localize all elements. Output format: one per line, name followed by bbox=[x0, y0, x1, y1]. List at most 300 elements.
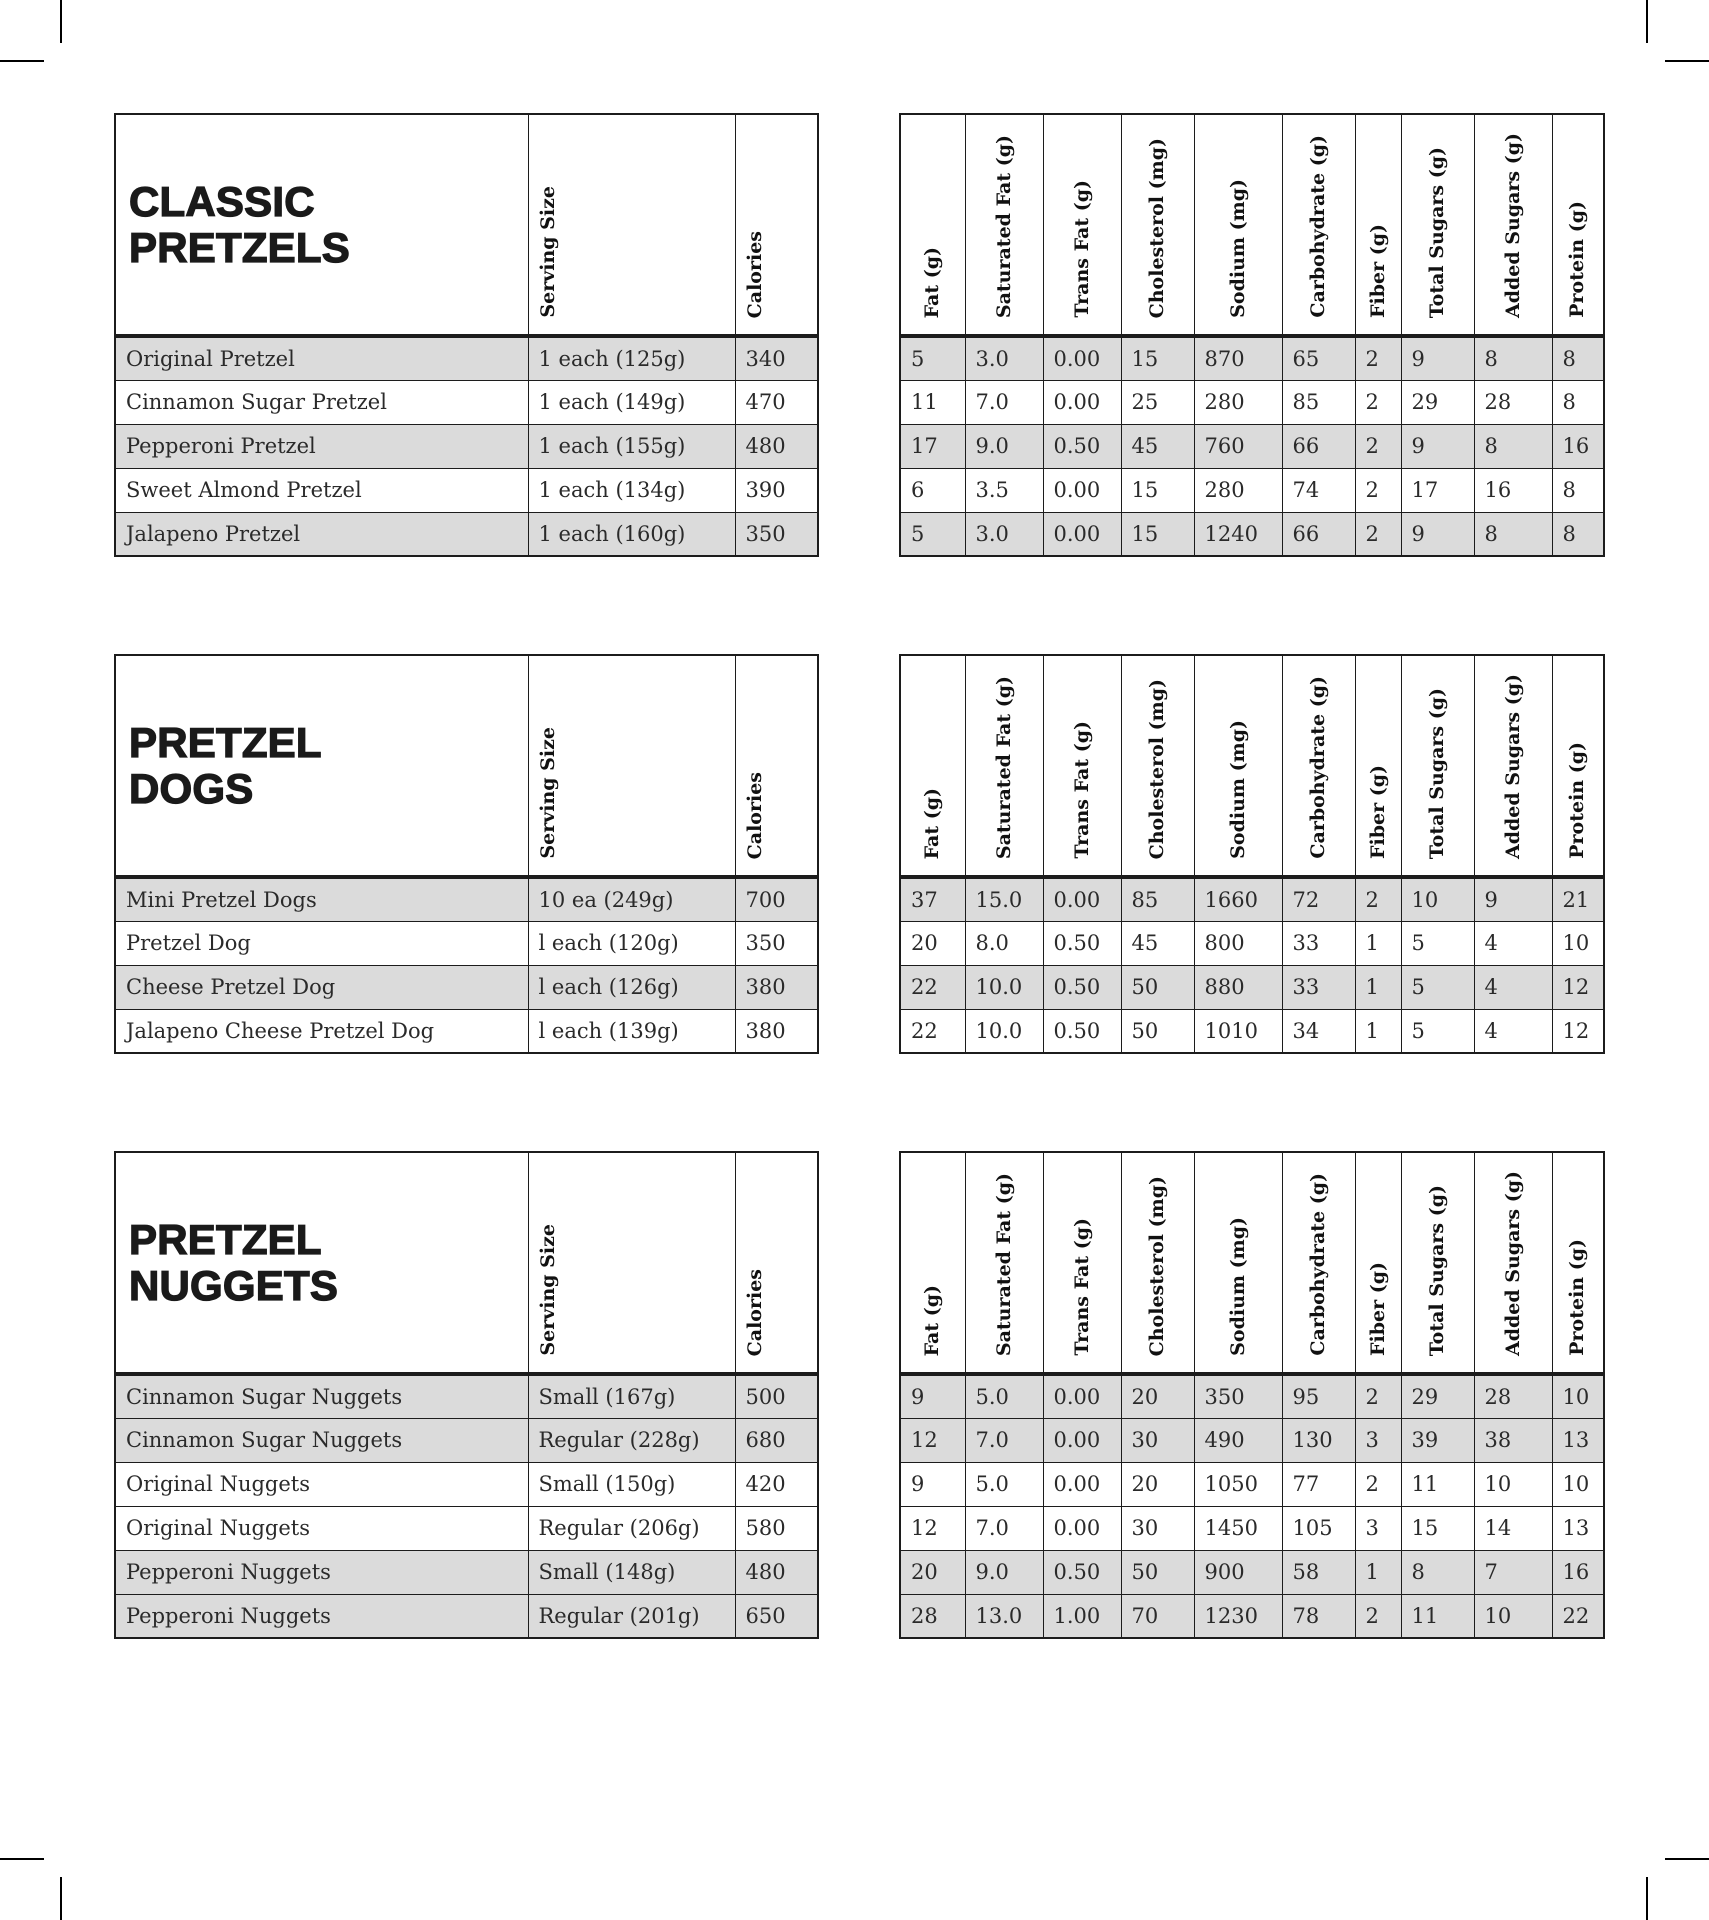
column-header: Fiber (g) bbox=[1366, 765, 1389, 859]
nutrition-value-cell: 9.0 bbox=[965, 424, 1043, 468]
column-header: Fiber (g) bbox=[1366, 224, 1389, 318]
header-row bbox=[115, 1152, 818, 1374]
nutrition-value-cell: 0.00 bbox=[1043, 512, 1121, 556]
column-header: Total Sugars (g) bbox=[1426, 146, 1448, 318]
nutrition-value-cell: 50 bbox=[1121, 1550, 1194, 1594]
nutrition-value-cell: 2 bbox=[1355, 1594, 1401, 1638]
nutrition-value-cell: 37 bbox=[900, 877, 965, 921]
nutrition-value-cell: 1 bbox=[1355, 1009, 1401, 1053]
column-header: Total Sugars (g) bbox=[1426, 1184, 1448, 1356]
table-row bbox=[115, 512, 818, 556]
nutrition-table-classic-pretzels bbox=[899, 113, 1605, 557]
item-name-cell: Jalapeno Cheese Pretzel Dog bbox=[115, 1009, 528, 1053]
nutrition-value-cell: 29 bbox=[1401, 380, 1474, 424]
calories-cell: 350 bbox=[735, 921, 818, 965]
column-header: Trans Fat (g) bbox=[1070, 721, 1093, 859]
nutrition-value-cell: 9 bbox=[1474, 877, 1552, 921]
column-header-cell bbox=[735, 1152, 818, 1374]
column-header: Fat (g) bbox=[921, 1284, 944, 1356]
table-row bbox=[115, 380, 818, 424]
nutrition-value-cell: 1 bbox=[1355, 965, 1401, 1009]
column-header-cell bbox=[1043, 1152, 1121, 1374]
nutrition-value-cell: 6 bbox=[900, 468, 965, 512]
item-name-cell: Pepperoni Pretzel bbox=[115, 424, 528, 468]
nutrition-value-cell: 5 bbox=[1401, 921, 1474, 965]
nutrition-value-cell: 4 bbox=[1474, 921, 1552, 965]
table-row bbox=[115, 877, 818, 921]
nutrition-value-cell: 7.0 bbox=[965, 380, 1043, 424]
item-name-cell: Mini Pretzel Dogs bbox=[115, 877, 528, 921]
calories-cell: 350 bbox=[735, 512, 818, 556]
crop-mark bbox=[60, 0, 62, 43]
nutrition-value-cell: 8 bbox=[1401, 1550, 1474, 1594]
column-header-cell bbox=[1282, 1152, 1355, 1374]
section-pretzel-nuggets bbox=[114, 1151, 1605, 1639]
column-header-cell bbox=[1043, 114, 1121, 336]
nutrition-value-cell: 33 bbox=[1282, 965, 1355, 1009]
nutrition-value-cell: 34 bbox=[1282, 1009, 1355, 1053]
column-header-cell bbox=[1401, 1152, 1474, 1374]
items-table-classic-pretzels bbox=[114, 113, 819, 557]
nutrition-value-cell: 1240 bbox=[1194, 512, 1282, 556]
nutrition-value-cell: 28 bbox=[1474, 1374, 1552, 1418]
items-table-pretzel-dogs bbox=[114, 654, 819, 1054]
item-name-cell: Cinnamon Sugar Nuggets bbox=[115, 1418, 528, 1462]
serving-size-cell: l each (139g) bbox=[528, 1009, 735, 1053]
column-header: Fat (g) bbox=[921, 787, 944, 859]
nutrition-value-cell: 1450 bbox=[1194, 1506, 1282, 1550]
serving-size-cell: Regular (201g) bbox=[528, 1594, 735, 1638]
nutrition-value-cell: 39 bbox=[1401, 1418, 1474, 1462]
table-row bbox=[115, 1462, 818, 1506]
nutrition-value-cell: 2 bbox=[1355, 877, 1401, 921]
nutrition-value-cell: 74 bbox=[1282, 468, 1355, 512]
nutrition-value-cell: 8 bbox=[1474, 424, 1552, 468]
column-header-cell bbox=[965, 655, 1043, 877]
column-header: Added Sugars (g) bbox=[1501, 132, 1524, 318]
table-row bbox=[900, 1550, 1604, 1594]
nutrition-value-cell: 0.50 bbox=[1043, 1009, 1121, 1053]
nutrition-value-cell: 10 bbox=[1552, 921, 1604, 965]
column-header-cell bbox=[1474, 1152, 1552, 1374]
calories-cell: 480 bbox=[735, 1550, 818, 1594]
nutrition-value-cell: 20 bbox=[1121, 1462, 1194, 1506]
column-header: Trans Fat (g) bbox=[1070, 1218, 1093, 1356]
nutrition-value-cell: 11 bbox=[900, 380, 965, 424]
column-header-cell bbox=[1474, 114, 1552, 336]
nutrition-value-cell: 2 bbox=[1355, 468, 1401, 512]
calories-cell: 390 bbox=[735, 468, 818, 512]
nutrition-value-cell: 22 bbox=[900, 1009, 965, 1053]
nutrition-value-cell: 10.0 bbox=[965, 965, 1043, 1009]
nutrition-value-cell: 5 bbox=[1401, 965, 1474, 1009]
nutrition-value-cell: 0.50 bbox=[1043, 921, 1121, 965]
nutrition-value-cell: 72 bbox=[1282, 877, 1355, 921]
nutrition-value-cell: 20 bbox=[1121, 1374, 1194, 1418]
nutrition-value-cell: 490 bbox=[1194, 1418, 1282, 1462]
column-header: Sodium (mg) bbox=[1226, 179, 1249, 318]
serving-size-cell: 1 each (160g) bbox=[528, 512, 735, 556]
nutrition-value-cell: 3.0 bbox=[965, 512, 1043, 556]
calories-cell: 420 bbox=[735, 1462, 818, 1506]
nutrition-value-cell: 11 bbox=[1401, 1462, 1474, 1506]
table-row bbox=[900, 1418, 1604, 1462]
nutrition-value-cell: 1.00 bbox=[1043, 1594, 1121, 1638]
column-header-cell bbox=[900, 1152, 965, 1374]
crop-mark bbox=[1665, 1858, 1709, 1860]
nutrition-value-cell: 77 bbox=[1282, 1462, 1355, 1506]
serving-size-cell: l each (126g) bbox=[528, 965, 735, 1009]
serving-size-cell: Regular (228g) bbox=[528, 1418, 735, 1462]
column-header-cell bbox=[900, 114, 965, 336]
nutrition-value-cell: 0.50 bbox=[1043, 424, 1121, 468]
nutrition-value-cell: 9 bbox=[1401, 424, 1474, 468]
nutrition-value-cell: 10 bbox=[1552, 1462, 1604, 1506]
table-row bbox=[115, 1418, 818, 1462]
column-header: Protein (g) bbox=[1566, 201, 1589, 318]
item-name-cell: Pretzel Dog bbox=[115, 921, 528, 965]
nutrition-value-cell: 30 bbox=[1121, 1506, 1194, 1550]
table-row bbox=[115, 1374, 818, 1418]
column-header: Fiber (g) bbox=[1366, 1262, 1389, 1356]
nutrition-value-cell: 45 bbox=[1121, 921, 1194, 965]
column-header-cell bbox=[1194, 114, 1282, 336]
nutrition-value-cell: 50 bbox=[1121, 1009, 1194, 1053]
header-row bbox=[115, 114, 818, 336]
column-header-cell bbox=[1282, 114, 1355, 336]
nutrition-value-cell: 15 bbox=[1401, 1506, 1474, 1550]
header-row bbox=[115, 655, 818, 877]
nutrition-value-cell: 1660 bbox=[1194, 877, 1282, 921]
column-header-cell bbox=[735, 114, 818, 336]
nutrition-value-cell: 10 bbox=[1474, 1462, 1552, 1506]
column-header: Fat (g) bbox=[921, 246, 944, 318]
nutrition-value-cell: 8 bbox=[1552, 468, 1604, 512]
nutrition-value-cell: 280 bbox=[1194, 468, 1282, 512]
nutrition-value-cell: 5 bbox=[900, 336, 965, 380]
nutrition-value-cell: 760 bbox=[1194, 424, 1282, 468]
column-header-cell bbox=[1121, 114, 1194, 336]
item-name-cell: Cinnamon Sugar Nuggets bbox=[115, 1374, 528, 1418]
column-header-cell bbox=[1355, 1152, 1401, 1374]
crop-mark bbox=[1665, 60, 1709, 62]
nutrition-value-cell: 9 bbox=[900, 1462, 965, 1506]
nutrition-value-cell: 8 bbox=[1552, 380, 1604, 424]
nutrition-value-cell: 0.00 bbox=[1043, 336, 1121, 380]
nutrition-value-cell: 28 bbox=[1474, 380, 1552, 424]
column-header-cell bbox=[1282, 655, 1355, 877]
nutrition-value-cell: 5.0 bbox=[965, 1462, 1043, 1506]
table-row bbox=[900, 424, 1604, 468]
column-header: Calories bbox=[743, 230, 766, 318]
nutrition-value-cell: 16 bbox=[1552, 424, 1604, 468]
crop-mark bbox=[60, 1877, 62, 1920]
serving-size-cell: 1 each (155g) bbox=[528, 424, 735, 468]
column-header: Carbohydrate (g) bbox=[1307, 676, 1329, 859]
nutrition-value-cell: 15 bbox=[1121, 512, 1194, 556]
column-header: Carbohydrate (g) bbox=[1307, 135, 1329, 318]
nutrition-value-cell: 3.0 bbox=[965, 336, 1043, 380]
column-header: Saturated Fat (g) bbox=[992, 1172, 1015, 1356]
column-header-cell bbox=[1121, 655, 1194, 877]
column-header-cell bbox=[1355, 114, 1401, 336]
nutrition-value-cell: 33 bbox=[1282, 921, 1355, 965]
table-row bbox=[115, 965, 818, 1009]
crop-mark bbox=[1646, 1877, 1648, 1920]
calories-cell: 470 bbox=[735, 380, 818, 424]
calories-cell: 380 bbox=[735, 965, 818, 1009]
table-row bbox=[115, 1009, 818, 1053]
nutrition-value-cell: 66 bbox=[1282, 424, 1355, 468]
crop-mark bbox=[1646, 0, 1648, 43]
nutrition-value-cell: 9 bbox=[1401, 512, 1474, 556]
nutrition-value-cell: 45 bbox=[1121, 424, 1194, 468]
table-row bbox=[900, 1594, 1604, 1638]
nutrition-value-cell: 5 bbox=[1401, 1009, 1474, 1053]
table-row bbox=[900, 921, 1604, 965]
table-row bbox=[900, 1462, 1604, 1506]
calories-cell: 650 bbox=[735, 1594, 818, 1638]
crop-mark bbox=[0, 1858, 44, 1860]
nutrition-value-cell: 13 bbox=[1552, 1506, 1604, 1550]
column-header: Protein (g) bbox=[1566, 1239, 1589, 1356]
nutrition-value-cell: 10.0 bbox=[965, 1009, 1043, 1053]
column-header-cell bbox=[1552, 114, 1604, 336]
serving-size-cell: 1 each (149g) bbox=[528, 380, 735, 424]
column-header-cell bbox=[1552, 655, 1604, 877]
calories-cell: 480 bbox=[735, 424, 818, 468]
nutrition-value-cell: 95 bbox=[1282, 1374, 1355, 1418]
serving-size-cell: 10 ea (249g) bbox=[528, 877, 735, 921]
header-row bbox=[900, 655, 1604, 877]
column-header: Cholesterol (mg) bbox=[1146, 137, 1168, 318]
nutrition-value-cell: 15.0 bbox=[965, 877, 1043, 921]
nutrition-value-cell: 5.0 bbox=[965, 1374, 1043, 1418]
items-table-pretzel-nuggets bbox=[114, 1151, 819, 1639]
nutrition-value-cell: 2 bbox=[1355, 1374, 1401, 1418]
column-header: Sodium (mg) bbox=[1226, 1217, 1249, 1356]
table-row bbox=[115, 921, 818, 965]
column-header: Serving Size bbox=[536, 1224, 559, 1356]
nutrition-table-pretzel-dogs bbox=[899, 654, 1605, 1054]
nutrition-value-cell: 13.0 bbox=[965, 1594, 1043, 1638]
section-title: CLASSIC PRETZELS bbox=[129, 178, 350, 271]
nutrition-value-cell: 0.00 bbox=[1043, 380, 1121, 424]
nutrition-value-cell: 28 bbox=[900, 1594, 965, 1638]
column-header: Serving Size bbox=[536, 727, 559, 859]
column-header-cell bbox=[1043, 655, 1121, 877]
nutrition-value-cell: 800 bbox=[1194, 921, 1282, 965]
nutrition-value-cell: 10 bbox=[1552, 1374, 1604, 1418]
nutrition-value-cell: 0.50 bbox=[1043, 1550, 1121, 1594]
nutrition-value-cell: 350 bbox=[1194, 1374, 1282, 1418]
nutrition-value-cell: 22 bbox=[1552, 1594, 1604, 1638]
column-header-cell bbox=[1194, 1152, 1282, 1374]
serving-size-cell: l each (120g) bbox=[528, 921, 735, 965]
nutrition-value-cell: 70 bbox=[1121, 1594, 1194, 1638]
serving-size-cell: Small (150g) bbox=[528, 1462, 735, 1506]
item-name-cell: Cheese Pretzel Dog bbox=[115, 965, 528, 1009]
nutrition-value-cell: 10 bbox=[1401, 877, 1474, 921]
nutrition-value-cell: 12 bbox=[1552, 1009, 1604, 1053]
table-row bbox=[900, 1009, 1604, 1053]
serving-size-cell: 1 each (134g) bbox=[528, 468, 735, 512]
header-row bbox=[900, 114, 1604, 336]
calories-cell: 580 bbox=[735, 1506, 818, 1550]
serving-size-cell: Regular (206g) bbox=[528, 1506, 735, 1550]
nutrition-value-cell: 0.00 bbox=[1043, 1374, 1121, 1418]
nutrition-value-cell: 58 bbox=[1282, 1550, 1355, 1594]
section-title-cell bbox=[115, 114, 528, 336]
nutrition-value-cell: 1230 bbox=[1194, 1594, 1282, 1638]
sections bbox=[114, 113, 1605, 1639]
column-header: Saturated Fat (g) bbox=[992, 134, 1015, 318]
column-header-cell bbox=[1121, 1152, 1194, 1374]
item-name-cell: Jalapeno Pretzel bbox=[115, 512, 528, 556]
calories-cell: 500 bbox=[735, 1374, 818, 1418]
item-name-cell: Pepperoni Nuggets bbox=[115, 1550, 528, 1594]
nutrition-value-cell: 78 bbox=[1282, 1594, 1355, 1638]
nutrition-value-cell: 12 bbox=[1552, 965, 1604, 1009]
column-header-cell bbox=[1194, 655, 1282, 877]
nutrition-value-cell: 20 bbox=[900, 921, 965, 965]
column-header: Carbohydrate (g) bbox=[1307, 1173, 1329, 1356]
nutrition-value-cell: 9 bbox=[1401, 336, 1474, 380]
calories-cell: 700 bbox=[735, 877, 818, 921]
column-header-cell bbox=[900, 655, 965, 877]
section-title: PRETZEL DOGS bbox=[129, 719, 322, 812]
column-header-cell bbox=[1401, 655, 1474, 877]
table-row bbox=[115, 1506, 818, 1550]
nutrition-value-cell: 8 bbox=[1552, 336, 1604, 380]
section-classic-pretzels bbox=[114, 113, 1605, 557]
nutrition-value-cell: 66 bbox=[1282, 512, 1355, 556]
table-row bbox=[115, 424, 818, 468]
nutrition-value-cell: 8 bbox=[1474, 336, 1552, 380]
nutrition-value-cell: 16 bbox=[1474, 468, 1552, 512]
column-header: Calories bbox=[743, 771, 766, 859]
nutrition-value-cell: 38 bbox=[1474, 1418, 1552, 1462]
column-header-cell bbox=[965, 1152, 1043, 1374]
table-row bbox=[115, 1594, 818, 1638]
nutrition-value-cell: 0.00 bbox=[1043, 1506, 1121, 1550]
nutrition-value-cell: 3.5 bbox=[965, 468, 1043, 512]
nutrition-value-cell: 50 bbox=[1121, 965, 1194, 1009]
calories-cell: 340 bbox=[735, 336, 818, 380]
column-header-cell bbox=[735, 655, 818, 877]
section-title: PRETZEL NUGGETS bbox=[129, 1216, 339, 1309]
nutrition-value-cell: 85 bbox=[1282, 380, 1355, 424]
column-header: Cholesterol (mg) bbox=[1146, 678, 1168, 859]
nutrition-value-cell: 0.50 bbox=[1043, 965, 1121, 1009]
nutrition-value-cell: 12 bbox=[900, 1506, 965, 1550]
nutrition-value-cell: 4 bbox=[1474, 965, 1552, 1009]
nutrition-value-cell: 3 bbox=[1355, 1418, 1401, 1462]
column-header-cell bbox=[528, 655, 735, 877]
nutrition-value-cell: 7 bbox=[1474, 1550, 1552, 1594]
item-name-cell: Pepperoni Nuggets bbox=[115, 1594, 528, 1638]
nutrition-value-cell: 870 bbox=[1194, 336, 1282, 380]
nutrition-value-cell: 0.00 bbox=[1043, 877, 1121, 921]
section-title-cell bbox=[115, 655, 528, 877]
item-name-cell: Original Pretzel bbox=[115, 336, 528, 380]
nutrition-value-cell: 1050 bbox=[1194, 1462, 1282, 1506]
table-row bbox=[115, 1550, 818, 1594]
nutrition-value-cell: 85 bbox=[1121, 877, 1194, 921]
serving-size-cell: Small (167g) bbox=[528, 1374, 735, 1418]
nutrition-value-cell: 3 bbox=[1355, 1506, 1401, 1550]
column-header-cell bbox=[965, 114, 1043, 336]
column-header: Added Sugars (g) bbox=[1501, 1170, 1524, 1356]
serving-size-cell: 1 each (125g) bbox=[528, 336, 735, 380]
nutrition-value-cell: 4 bbox=[1474, 1009, 1552, 1053]
calories-cell: 380 bbox=[735, 1009, 818, 1053]
column-header: Calories bbox=[743, 1268, 766, 1356]
column-header-cell bbox=[1474, 655, 1552, 877]
column-header: Saturated Fat (g) bbox=[992, 675, 1015, 859]
nutrition-value-cell: 20 bbox=[900, 1550, 965, 1594]
nutrition-value-cell: 5 bbox=[900, 512, 965, 556]
calories-cell: 680 bbox=[735, 1418, 818, 1462]
nutrition-value-cell: 0.00 bbox=[1043, 468, 1121, 512]
section-pretzel-dogs bbox=[114, 654, 1605, 1054]
item-name-cell: Cinnamon Sugar Pretzel bbox=[115, 380, 528, 424]
nutrition-value-cell: 30 bbox=[1121, 1418, 1194, 1462]
nutrition-value-cell: 880 bbox=[1194, 965, 1282, 1009]
column-header: Added Sugars (g) bbox=[1501, 673, 1524, 859]
nutrition-value-cell: 29 bbox=[1401, 1374, 1474, 1418]
nutrition-value-cell: 1 bbox=[1355, 921, 1401, 965]
nutrition-value-cell: 0.00 bbox=[1043, 1418, 1121, 1462]
nutrition-value-cell: 22 bbox=[900, 965, 965, 1009]
table-row bbox=[900, 877, 1604, 921]
column-header-cell bbox=[1401, 114, 1474, 336]
nutrition-value-cell: 16 bbox=[1552, 1550, 1604, 1594]
nutrition-value-cell: 1010 bbox=[1194, 1009, 1282, 1053]
item-name-cell: Original Nuggets bbox=[115, 1506, 528, 1550]
serving-size-cell: Small (148g) bbox=[528, 1550, 735, 1594]
nutrition-value-cell: 15 bbox=[1121, 468, 1194, 512]
section-title-cell bbox=[115, 1152, 528, 1374]
column-header-cell bbox=[1355, 655, 1401, 877]
table-row bbox=[900, 336, 1604, 380]
nutrition-value-cell: 2 bbox=[1355, 336, 1401, 380]
table-row bbox=[900, 1374, 1604, 1418]
nutrition-value-cell: 15 bbox=[1121, 336, 1194, 380]
nutrition-value-cell: 8 bbox=[1474, 512, 1552, 556]
nutrition-value-cell: 25 bbox=[1121, 380, 1194, 424]
crop-mark bbox=[0, 60, 44, 62]
column-header: Cholesterol (mg) bbox=[1146, 1175, 1168, 1356]
nutrition-value-cell: 11 bbox=[1401, 1594, 1474, 1638]
table-row bbox=[900, 1506, 1604, 1550]
nutrition-value-cell: 8 bbox=[1552, 512, 1604, 556]
nutrition-value-cell: 8.0 bbox=[965, 921, 1043, 965]
table-row bbox=[115, 336, 818, 380]
nutrition-value-cell: 7.0 bbox=[965, 1506, 1043, 1550]
table-row bbox=[900, 468, 1604, 512]
column-header: Serving Size bbox=[536, 186, 559, 318]
header-row bbox=[900, 1152, 1604, 1374]
nutrition-value-cell: 9.0 bbox=[965, 1550, 1043, 1594]
nutrition-value-cell: 1 bbox=[1355, 1550, 1401, 1594]
nutrition-table-pretzel-nuggets bbox=[899, 1151, 1605, 1639]
nutrition-value-cell: 2 bbox=[1355, 512, 1401, 556]
nutrition-value-cell: 9 bbox=[900, 1374, 965, 1418]
nutrition-value-cell: 12 bbox=[900, 1418, 965, 1462]
nutrition-value-cell: 13 bbox=[1552, 1418, 1604, 1462]
nutrition-value-cell: 17 bbox=[900, 424, 965, 468]
